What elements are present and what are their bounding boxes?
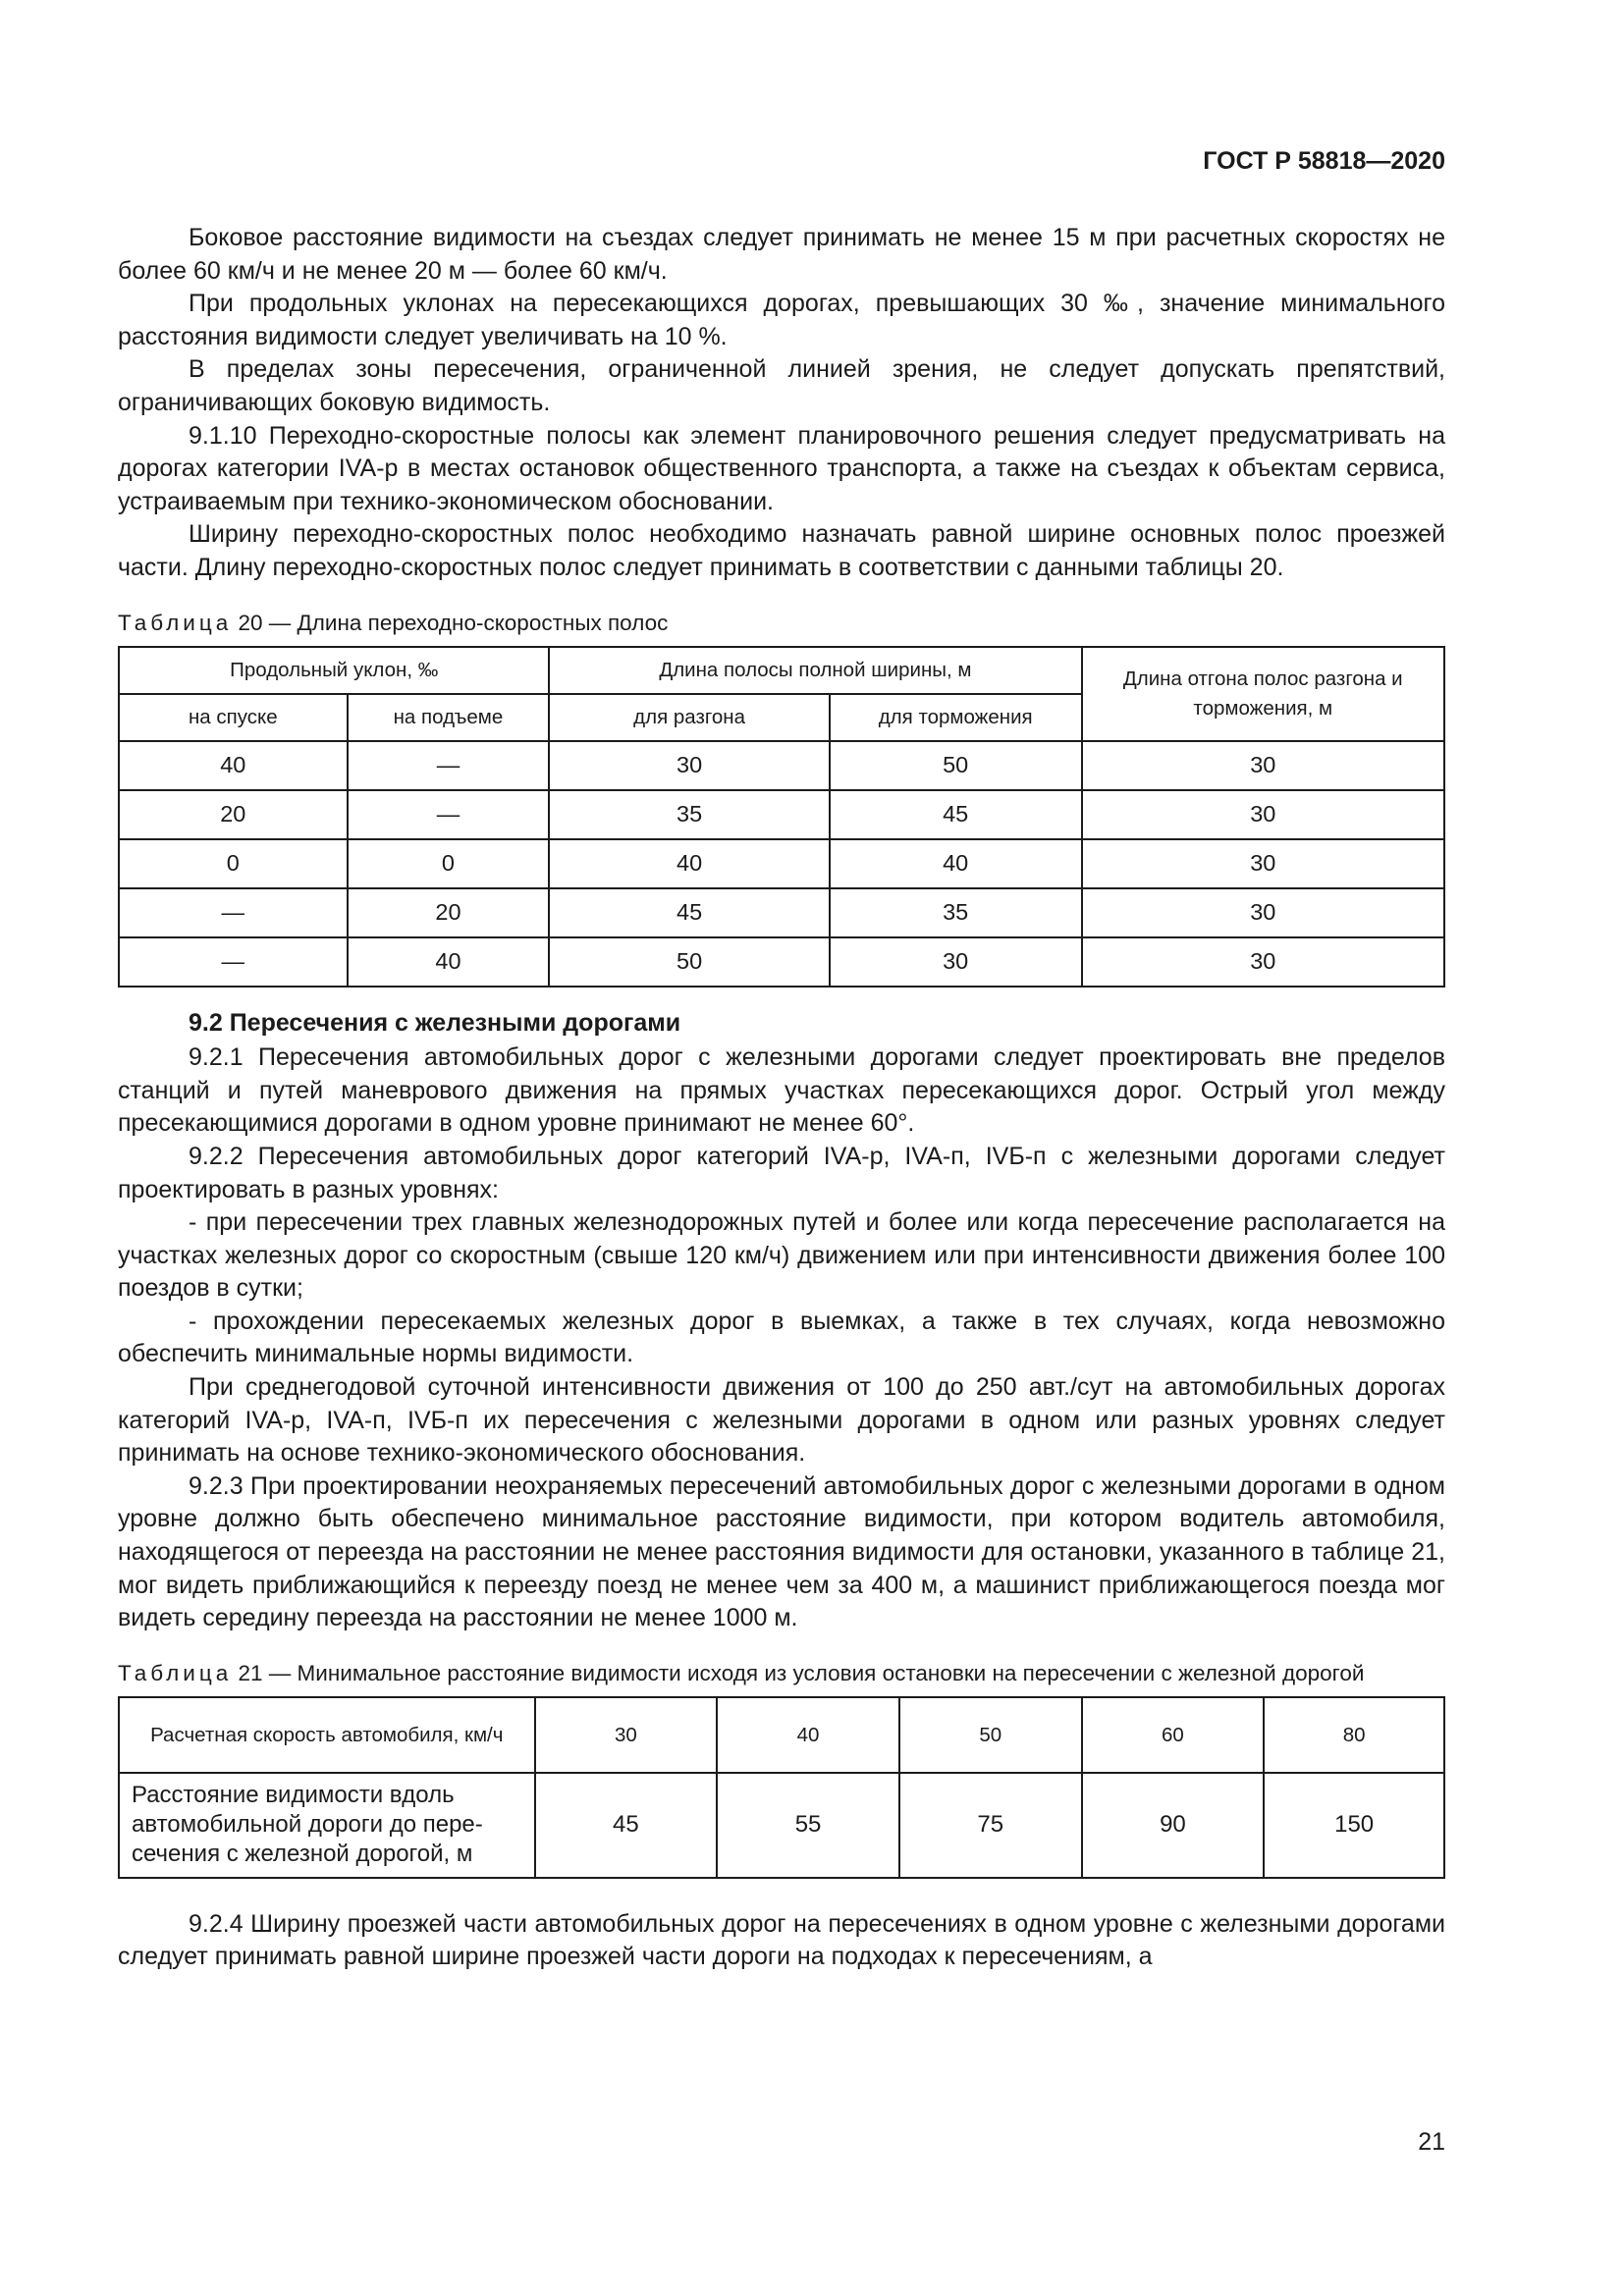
table-cell: 35 (830, 888, 1082, 937)
table-cell: 0 (119, 839, 348, 888)
table-cell: — (119, 888, 348, 937)
header-speed: Расчетная скорость автомобиля, км/ч (119, 1697, 535, 1773)
paragraph: 9.2.1 Пересечения автомобильных дорог с железными дорогами следует проектировать вне пределов станций и путей маневрового движения на прямых участках пересекающихся дорог. Острый угол между пресекающимися дорогами в одном уровне принимают не менее 60°. (118, 1043, 1445, 1138)
table-cell: 30 (1082, 937, 1444, 987)
page-content (118, 222, 1445, 1974)
document-id: ГОСТ Р 58818—2020 (1203, 147, 1445, 175)
table-cell: 20 (119, 790, 348, 839)
paragraph: При среднегодовой суточной интенсивности движения от 100 до 250 авт./сут на автомобильных дорогах категорий IVA-р, IVA-п, IVБ-п их пересечения с железными дорогами в одном или разных уровнях следует принимать на основе технико-экономического обоснования. (118, 1373, 1445, 1468)
table-row (119, 888, 1444, 937)
table-cell: 40 (830, 839, 1082, 888)
table-cell: 75 (899, 1773, 1082, 1878)
header-slope: Продольный уклон, ‰ (119, 647, 549, 694)
section-heading: 9.2 Пересечения с железными дорогами (189, 1008, 681, 1037)
caption-label: Таблица (118, 1660, 233, 1685)
table-20-caption (118, 609, 1445, 638)
caption-text: 21 — Минимальное расстояние видимости исходя из условия остановки на пересечении с железной дорогой (232, 1660, 1365, 1685)
paragraph: 9.2.3 При проектировании неохраняемых пересечений автомобильных дорог с железными дорогами в одном уровне должно быть обеспечено минимальное расстояние видимости, при котором водитель автомобиля, находящегося от переезда на расстоянии не менее расстояния видимости для остановки, указанного в таблице 21, мог видеть приближающийся к переезду поезд не менее чем за 400 м, а машинист приближающегося поезда мог видеть середину переезда на расстоянии не менее 1000 м. (118, 1471, 1445, 1632)
page-number: 21 (1418, 2128, 1445, 2156)
paragraph: В пределах зоны пересечения, ограниченной линией зрения, не следует допускать препятствий, ограничивающих боковую видимость. (118, 355, 1445, 416)
header-taper: Длина отгона полос разгона и торможения, м (1082, 647, 1444, 741)
table-cell: 20 (348, 888, 550, 937)
table-20 (118, 646, 1445, 988)
table-cell: 30 (1082, 888, 1444, 937)
table-cell: 30 (549, 741, 830, 790)
header-brake: для торможения (830, 694, 1082, 741)
paragraph: 9.2.4 Ширину проезжей части автомобильных дорог на пересечениях в одном уровне с железными дорогами следует принимать равной ширине проезжей части дороги на подходах к пересечениям, а (118, 1909, 1445, 1971)
table-cell: 35 (549, 790, 830, 839)
table-cell: 30 (1082, 741, 1444, 790)
speed-value: 40 (717, 1697, 899, 1773)
paragraph: 9.2.2 Пересечения автомобильных дорог категорий IVA-р, IVA-п, IVБ-п с железными дорогами следует проектировать в разных уровнях: (118, 1142, 1445, 1203)
speed-value: 50 (899, 1697, 1082, 1773)
paragraph: Ширину переходно-скоростных полос необходимо назначать равной ширине основных полос проезжей части. Длину переходно-скоростных полос следует принимать в соответствии с данными таблицы 20. (118, 520, 1445, 581)
paragraph: 9.1.10 Переходно-скоростные полосы как элемент планировочного решения следует предусматривать на дорогах категории IVA-р в местах остановок общественного транспорта, а также на съездах к объектам сервиса, устраиваемым при технико-экономическом обосновании. (118, 421, 1445, 515)
header-accel: для разгона (549, 694, 830, 741)
table-cell: — (348, 741, 550, 790)
table-cell: 55 (717, 1773, 899, 1878)
header-full-width: Длина полосы полной ширины, м (549, 647, 1081, 694)
table-cell: 45 (549, 888, 830, 937)
table-cell: 30 (1082, 839, 1444, 888)
caption-label: Таблица (118, 610, 233, 635)
table-cell: 40 (549, 839, 830, 888)
table-header-row (119, 1697, 1444, 1773)
table-cell: 30 (830, 937, 1082, 987)
table-cell: 150 (1264, 1773, 1444, 1878)
table-row (119, 1773, 1444, 1878)
speed-value: 60 (1082, 1697, 1265, 1773)
table-cell: — (348, 790, 550, 839)
table-row (119, 790, 1444, 839)
header-down: на спуске (119, 694, 348, 741)
table-cell: — (119, 937, 348, 987)
table-cell: 45 (535, 1773, 718, 1878)
table-cell: 0 (348, 839, 550, 888)
table-cell: 90 (1082, 1773, 1265, 1878)
speed-value: 80 (1264, 1697, 1444, 1773)
list-item: - при пересечении трех главных железнодорожных путей и более или когда пересечение располагается на участках железных дорог со скоростным (свыше 120 км/ч) движением или при интенсивности движения более 100 поездов в сутки; (118, 1208, 1445, 1303)
table-21 (118, 1696, 1445, 1879)
table-row (119, 937, 1444, 987)
table-cell: 45 (830, 790, 1082, 839)
header-up: на подъеме (348, 694, 550, 741)
caption-text: 20 — Длина переходно-скоростных полос (232, 610, 669, 635)
paragraph: При продольных уклонах на пересекающихся дорогах, превышающих 30 ‰, значение минимального расстояния видимости следует увеличивать на 10 %. (118, 290, 1445, 350)
table-cell: 50 (830, 741, 1082, 790)
paragraph: Боковое расстояние видимости на съездах следует принимать не менее 15 м при расчетных скоростях не более 60 км/ч и не менее 20 м — более 60 км/ч. (118, 224, 1445, 285)
speed-value: 30 (535, 1697, 718, 1773)
table-cell: 30 (1082, 790, 1444, 839)
table-header-row (119, 647, 1444, 694)
table-21-caption (118, 1659, 1445, 1688)
table-cell: 40 (119, 741, 348, 790)
table-row (119, 839, 1444, 888)
row-label: Расстояние видимости вдоль автомобильной дороги до пересечения с железной дорогой, м (119, 1773, 535, 1878)
table-row (119, 741, 1444, 790)
list-item: - прохождении пересекаемых железных дорог в выемках, а также в тех случаях, когда невозможно обеспечить минимальные нормы видимости. (118, 1307, 1445, 1368)
table-cell: 40 (348, 937, 550, 987)
table-cell: 50 (549, 937, 830, 987)
